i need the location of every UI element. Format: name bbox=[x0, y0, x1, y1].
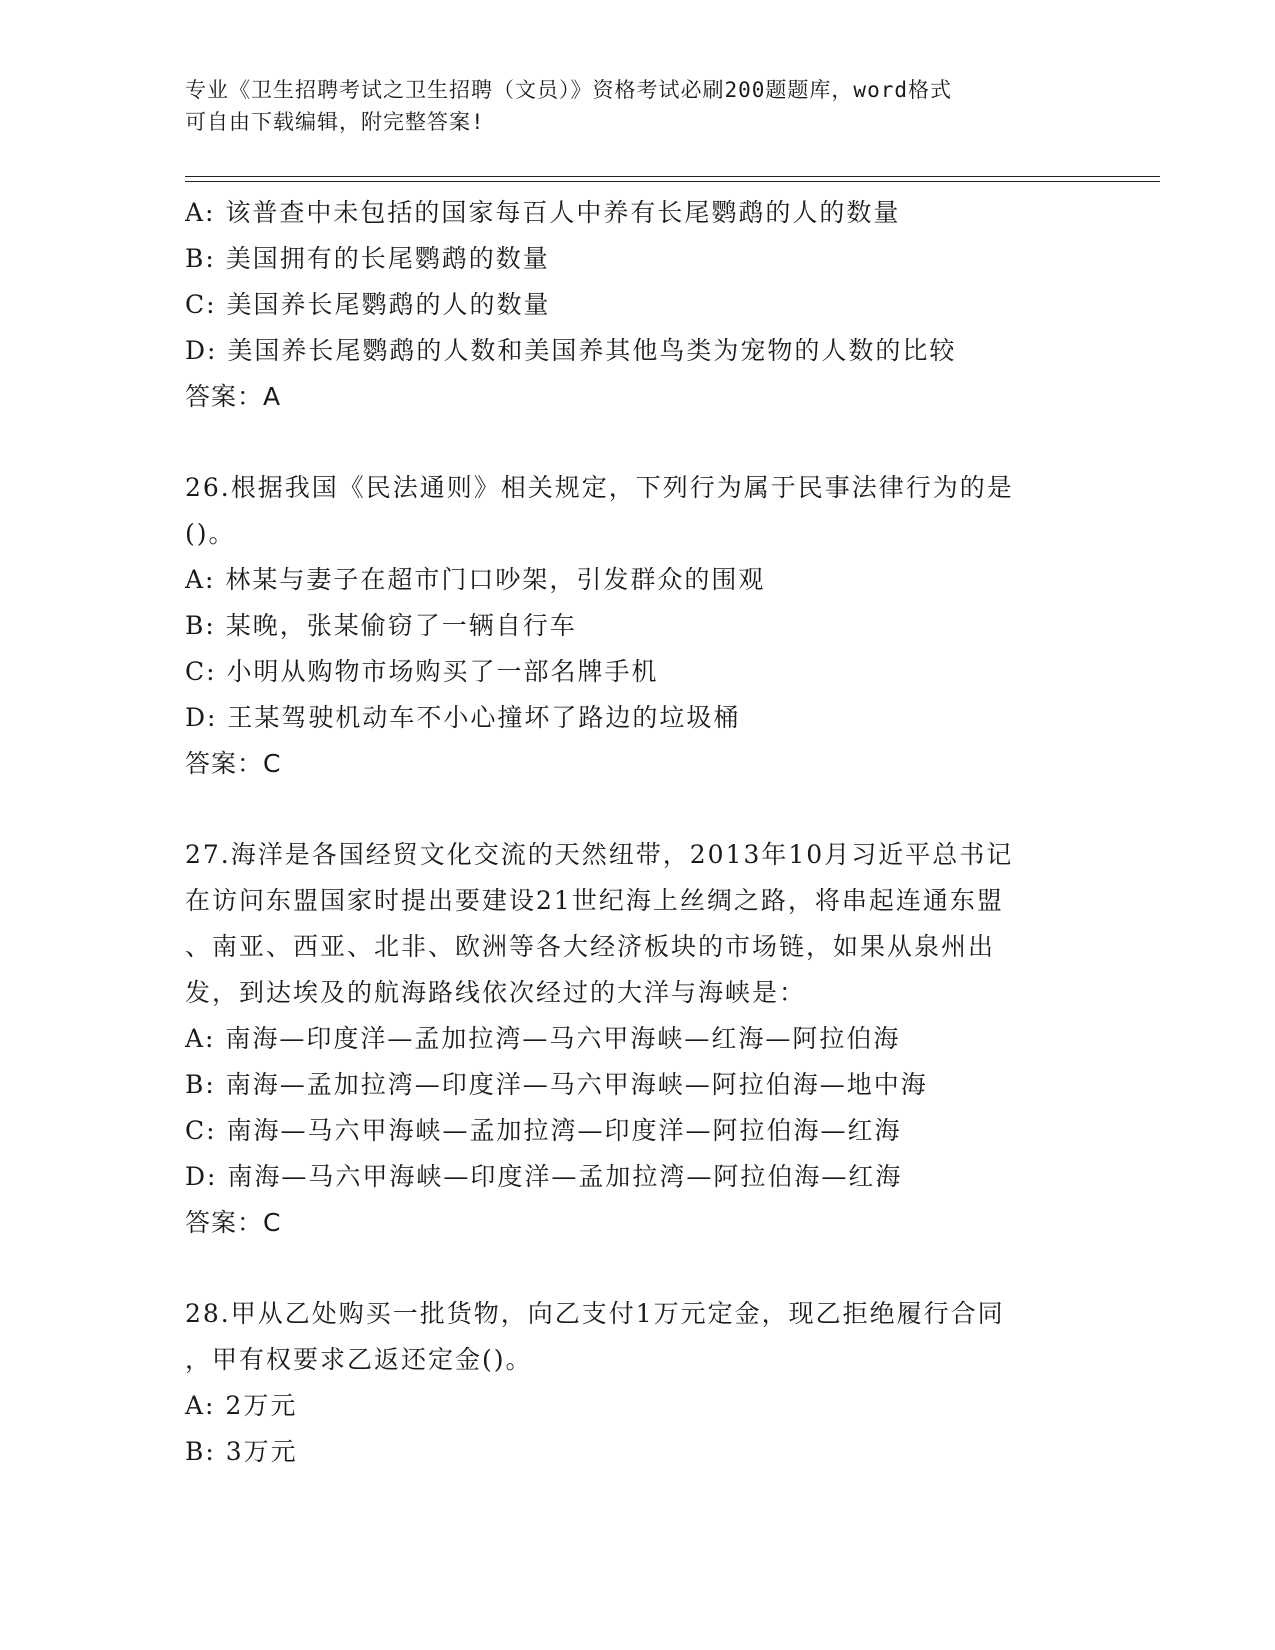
option-b: B: 3万元 bbox=[185, 1437, 298, 1466]
spacer bbox=[185, 1246, 1085, 1291]
option-b: B: 南海—孟加拉湾—印度洋—马六甲海峡—阿拉伯海—地中海 bbox=[185, 1070, 928, 1099]
question-stem: ，甲有权要求乙返还定金()。 bbox=[185, 1345, 533, 1374]
question-28 bbox=[185, 1291, 1085, 1475]
option-c: C: 美国养长尾鹦鹉的人的数量 bbox=[185, 290, 551, 319]
option-c: C: 南海—马六甲海峡—孟加拉湾—印度洋—阿拉伯海—红海 bbox=[185, 1116, 902, 1145]
option-c: C: 小明从购物市场购买了一部名牌手机 bbox=[185, 657, 659, 686]
question-content bbox=[185, 190, 1085, 1475]
question-stem: ()。 bbox=[185, 519, 236, 548]
question-stem: 27.海洋是各国经贸文化交流的天然纽带，2013年10月习近平总书记 bbox=[185, 840, 1014, 869]
header-line-2: 可自由下载编辑，附完整答案! bbox=[185, 110, 485, 134]
question-stem: 在访问东盟国家时提出要建设21世纪海上丝绸之路，将串起连通东盟 bbox=[185, 886, 1004, 915]
question-stem: 28.甲从乙处购买一批货物，向乙支付1万元定金，现乙拒绝履行合同 bbox=[185, 1299, 1005, 1328]
header-line-1: 专业《卫生招聘考试之卫生招聘（文员）》资格考试必刷200题题库，word格式 bbox=[185, 78, 952, 102]
option-b: B: 某晚，张某偷窃了一辆自行车 bbox=[185, 611, 577, 640]
option-a: A: 该普查中未包括的国家每百人中养有长尾鹦鹉的人的数量 bbox=[185, 198, 901, 227]
document-header bbox=[185, 74, 1085, 138]
question-stem: 、南亚、西亚、北非、欧洲等各大经济板块的市场链，如果从泉州出 bbox=[185, 932, 996, 961]
header-rule-bottom bbox=[185, 181, 1160, 182]
question-26 bbox=[185, 465, 1085, 787]
spacer bbox=[185, 420, 1085, 465]
answer: 答案：C bbox=[185, 1208, 282, 1237]
answer: 答案：A bbox=[185, 382, 282, 411]
option-d: D: 王某驾驶机动车不小心撞坏了路边的垃圾桶 bbox=[185, 703, 741, 732]
option-d: D: 南海—马六甲海峡—印度洋—孟加拉湾—阿拉伯海—红海 bbox=[185, 1162, 903, 1191]
option-a: A: 2万元 bbox=[185, 1391, 298, 1420]
option-d: D: 美国养长尾鹦鹉的人数和美国养其他鸟类为宠物的人数的比较 bbox=[185, 336, 957, 365]
header-rule-top bbox=[185, 176, 1160, 177]
spacer bbox=[185, 787, 1085, 832]
question-stem: 26.根据我国《民法通则》相关规定，下列行为属于民事法律行为的是 bbox=[185, 473, 1014, 502]
question-25 bbox=[185, 190, 1085, 420]
answer: 答案：C bbox=[185, 749, 282, 778]
option-a: A: 南海—印度洋—孟加拉湾—马六甲海峡—红海—阿拉伯海 bbox=[185, 1024, 901, 1053]
option-b: B: 美国拥有的长尾鹦鹉的数量 bbox=[185, 244, 550, 273]
question-27 bbox=[185, 832, 1085, 1246]
option-a: A: 林某与妻子在超市门口吵架，引发群众的围观 bbox=[185, 565, 766, 594]
question-stem: 发，到达埃及的航海路线依次经过的大洋与海峡是： bbox=[185, 978, 807, 1007]
